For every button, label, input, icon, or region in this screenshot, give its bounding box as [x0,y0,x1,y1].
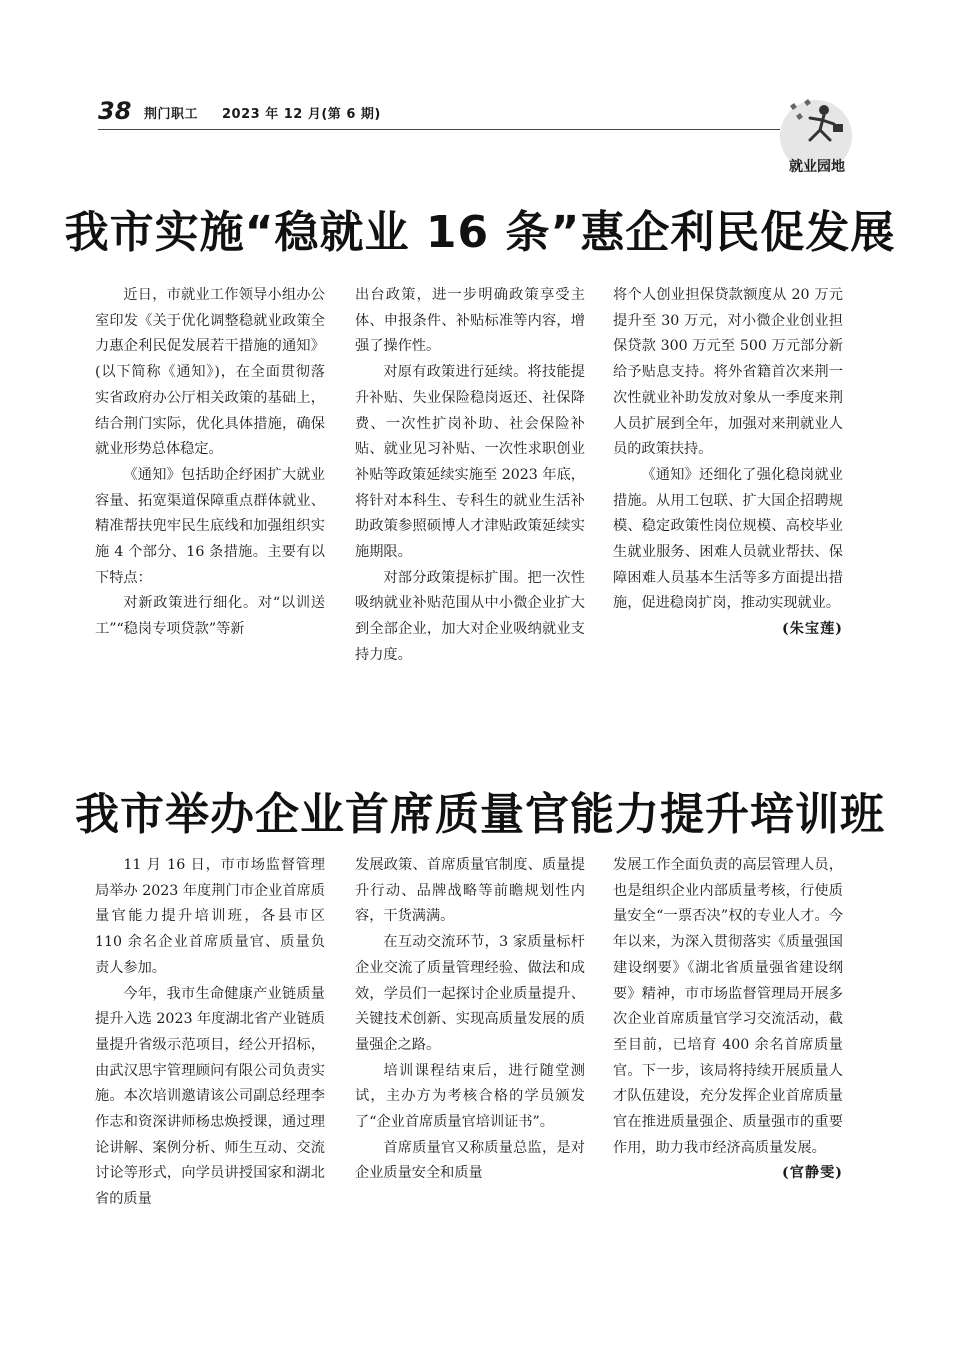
article1-paragraph: 出台政策，进一步明确政策享受主体、申报条件、补贴标准等内容，增强了操作性。 [355,287,585,355]
article1-paragraph: 将个人创业担保贷款额度从 20 万元提升至 30 万元，对小微企业创业担保贷款 300 万元至 500 万元部分新给予贴息支持。将外省籍首次来荆一次性就业补助发放对象从一季度来荆人员扩展到全年，加强对来荆就业人员的政策扶持。 [613,287,843,458]
article2-paragraph: 11 月 16 日，市市场监督管理局举办 2023 年度荆门市企业首席质量官能力提升培训班，各县市区 110 余名企业首席质量官、质量负责人参加。 [95,857,325,976]
publication-name: 荆门职工 [144,107,199,122]
article2-column-1 [95,853,325,1213]
article1-paragraph [613,463,843,638]
article2-paragraph: 发展政策、首席质量官制度、质量提升行动、品牌战略等前瞻规划性内容，干货满满。 [355,857,585,925]
article1-paragraph: 对部分政策提标扩围。把一次性吸纳就业补贴范围从中小微企业扩大到全部企业，加大对企业吸纳就业支持力度。 [355,569,585,663]
section-badge [774,96,860,182]
article1-paragraph-text: 《通知》还细化了强化稳岗就业措施。从用工包联、扩大国企招聘规模、稳定政策性岗位规模、高校毕业生就业服务、困难人员就业帮扶、保障困难人员基本生活等多方面提出措施，促进稳岗扩岗，推动实现就业。 [613,466,843,612]
article1-byline: (朱宝莲) [782,621,843,638]
article1-paragraph: 对原有政策进行延续。将技能提升补贴、失业保险稳岗返还、社保降费、一次性扩岗补助、社会保险补贴、就业见习补贴、一次性求职创业补贴等政策延续实施至 2023 年底，将针对本科生、专科生的就业生活补助政策参照硕博人才津贴政策延续实施期限。 [355,364,585,561]
header-rule [98,129,780,130]
article1-column-3 [613,283,843,643]
article2-paragraph-text: 发展工作全面负责的高层管理人员，也是组织企业内部质量考核，行使质量安全“一票否决”权的专业人才。今年以来，为深入贯彻落实《质量强国建设纲要》《湖北省质量强省建设纲要》精神，市市场监督管理局开展多次企业首席质量官学习交流活动，截至目前，已培育 400 余名首席质量官。下一步，该局将持续开展质量人才队伍建设，充分发挥企业首席质量官在推进质量强企、质量强市的重要作用，助力我市经济高质量发展。 [613,857,843,1156]
runner-with-briefcase-icon [780,96,856,160]
article2-paragraph [613,853,843,1182]
article2-column-3 [613,853,843,1187]
article1-paragraph: 近日，市就业工作领导小组办公室印发《关于优化调整稳就业政策全力惠企利民促发展若干措施的通知》(以下简称《通知》)，在全面贯彻落实省政府办公厅相关政策的基础上，结合荆门实际，优化具体措施，确保就业形势总体稳定。 [95,287,325,458]
article2-paragraph: 培训课程结束后，进行随堂测试，主办方为考核合格的学员颁发了“企业首席质量官培训证书”。 [355,1062,585,1131]
article1-column-1 [95,283,325,643]
article2-column-2 [355,853,585,1187]
article1-paragraph: 《通知》包括助企纾困扩大就业容量、拓宽渠道保障重点群体就业、精准帮扶兜牢民生底线和加强组织实施 4 个部分、16 条措施。主要有以下特点： [95,466,325,586]
article1-column-2 [355,283,585,669]
article2-byline: (官静雯) [782,1165,843,1182]
section-badge-label: 就业园地 [789,159,845,175]
article1-title: 我市实施“稳就业 16 条”惠企利民促发展 [64,207,896,258]
issue-date: 2023 年 12 月(第 6 期) [222,107,381,122]
article2-title: 我市举办企业首席质量官能力提升培训班 [75,789,885,840]
page-header [98,96,798,132]
article1-paragraph: 对新政策进行细化。对“以训送工”“稳岗专项贷款”等新 [95,595,325,638]
article2-paragraph: 今年，我市生命健康产业链质量提升入选 2023 年度湖北省产业链质量提升省级示范项目，经公开招标，由武汉思宇管理顾问有限公司负责实施。本次培训邀请该公司副总经理李作志和资深讲师杨忠焕授课，通过理论讲解、案例分析、师生互动、交流讨论等形式，向学员讲授国家和湖北省的质量 [95,985,325,1208]
article2-paragraph: 在互动交流环节，3 家质量标杆企业交流了质量管理经验、做法和成效，学员们一起探讨企业质量提升、关键技术创新、实现高质量发展的质量强企之路。 [355,934,585,1053]
page-number: 38 [98,97,132,125]
article2-paragraph: 首席质量官又称质量总监，是对企业质量安全和质量 [355,1139,585,1182]
